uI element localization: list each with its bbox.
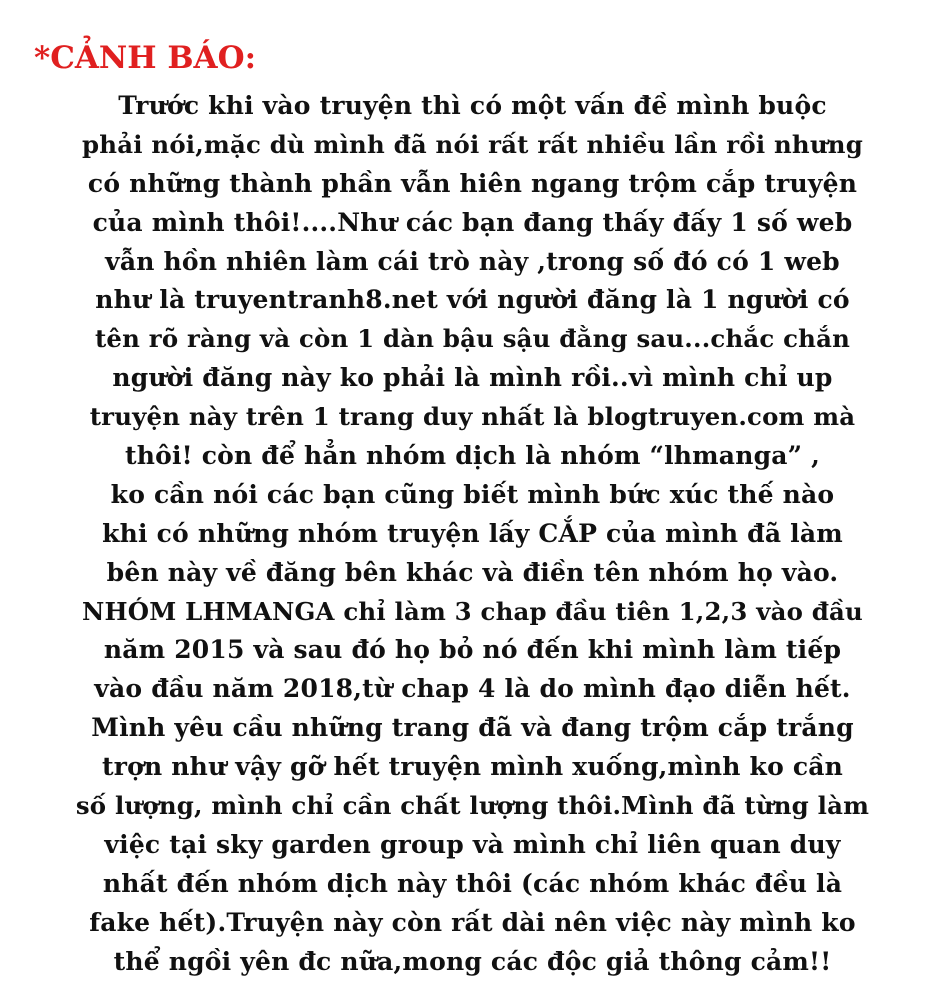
warning-notice — [0, 87, 945, 981]
notice-line-5: vẫn hồn nhiên làm cái trò này ,trong số đó có 1 web — [105, 246, 840, 276]
notice-line-21: nhất đến nhóm dịch này thôi (các nhóm khác đều là — [102, 868, 843, 898]
notice-line-11: ko cần nói các bạn cũng biết mình bức xúc thế nào — [110, 479, 835, 509]
notice-line-22: fake hết).Truyện này còn rất dài nên việc này mình ko — [89, 907, 856, 937]
notice-line-15: năm 2015 và sau đó họ bỏ nó đến khi mình làm tiếp — [103, 635, 842, 665]
notice-line-3: có những thành phần vẫn hiên ngang trộm cắp truyện — [87, 168, 858, 198]
notice-line-17: Mình yêu cầu những trang đã và đang trộm cắp trắng — [91, 713, 854, 743]
notice-line-4: của mình thôi!....Như các bạn đang thấy đấy 1 số web — [92, 207, 853, 237]
notice-line-10: thôi! còn để hẳn nhóm dịch là nhóm “lhmanga” , — [124, 441, 821, 471]
notice-line-2: phải nói,mặc dù mình đã nói rất rất nhiều lần rồi nhưng — [82, 129, 863, 159]
warning-title: *CẢNH BÁO: — [34, 40, 257, 76]
notice-line-7: tên rõ ràng và còn 1 dàn bậu sậu đằng sau...chắc chắn — [94, 324, 851, 354]
notice-line-14: NHÓM LHMANGA chỉ làm 3 chap đầu tiên 1,2,3 vào đầu — [82, 596, 863, 626]
notice-line-1: Trước khi vào truyện thì có một vấn đề mình buộc — [118, 91, 827, 120]
notice-line-13: bên này về đăng bên khác và điền tên nhóm họ vào. — [106, 557, 839, 587]
notice-line-19: số lượng, mình chỉ cần chất lượng thôi.Mình đã từng làm — [75, 791, 870, 821]
notice-line-16: vào đầu năm 2018,từ chap 4 là do mình đạo diễn hết. — [94, 674, 851, 704]
notice-line-12: khi có những nhóm truyện lấy CẮP của mình đã làm — [102, 518, 843, 548]
notice-line-18: trợn như vậy gỡ hết truyện mình xuống,mình ko cần — [101, 752, 844, 782]
notice-line-23: thể ngồi yên đc nữa,mong các độc giả thông cảm!! — [113, 946, 832, 976]
notice-line-8: người đăng này ko phải là mình rồi..vì mình chỉ up — [112, 363, 833, 393]
notice-line-6: như là truyentranh8.net với người đăng là 1 người có — [95, 285, 850, 315]
notice-line-20: việc tại sky garden group và mình chỉ liên quan duy — [104, 829, 841, 859]
notice-line-9: truyện này trên 1 trang duy nhất là blogtruyen.com mà — [89, 402, 856, 432]
